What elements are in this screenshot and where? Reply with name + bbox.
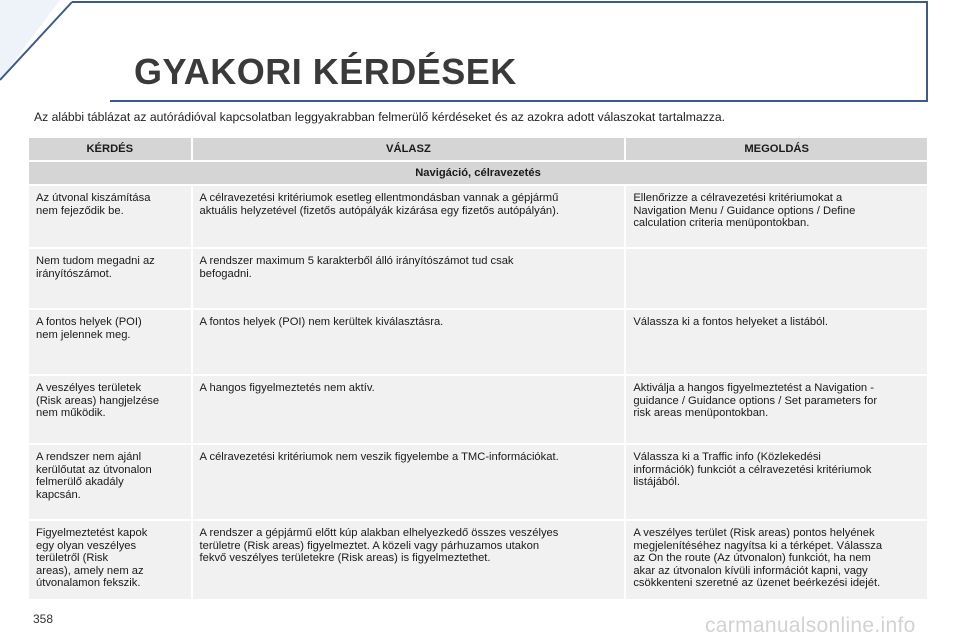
answer-cell: A rendszer maximum 5 karakterből álló irányítószámot tud csak befogadni. [193,249,627,310]
table-row [29,445,929,521]
solution-cell: Aktiválja a hangos figyelmeztetést a Navigation - guidance / Guidance options / Set parameters for risk areas menüpontokban. [626,376,929,445]
solution-cell: A veszélyes terület (Risk areas) pontos helyének megjelenítéséhez nagyítsa ki a térképet. Válassza az On the route (Az útvonalon) funkciót, ha nem akar az útvonalon kívüli információt kapni, vagy csökkenteni szeretné az üzenet beérkezési idejét. [626,521,929,601]
column-header-answer: VÁLASZ [193,138,627,162]
page-header [0,0,960,110]
header-corner-tab [0,0,60,80]
page-title: GYAKORI KÉRDÉSEK [134,51,517,92]
solution-cell: Válassza ki a fontos helyeket a listából. [626,310,929,376]
question-cell: Az útvonal kiszámítása nem fejeződik be. [29,186,193,249]
table-row [29,249,929,310]
answer-cell: A hangos figyelmeztetés nem aktív. [193,376,627,445]
answer-cell: A célravezetési kritériumok esetleg ellentmondásban vannak a gépjármű aktuális helyzetével (fizetős autópályák kizárása egy fizetős autópályán). [193,186,627,249]
intro-text: Az alábbi táblázat az autórádióval kapcsolatban leggyakrabban felmerülő kérdéseket és az azokra adott válaszokat tartalmazza. [34,110,726,124]
question-cell: A veszélyes területek (Risk areas) hangjelzése nem működik. [29,376,193,445]
table-row [29,310,929,376]
table-row [29,186,929,249]
table-row [29,521,929,601]
answer-cell: A célravezetési kritériumok nem veszik figyelembe a TMC-információkat. [193,445,627,521]
column-header-question: KÉRDÉS [29,138,193,162]
solution-cell: Válassza ki a Traffic info (Közlekedési információk) funkciót a célravezetési kritériumok listájából. [626,445,929,521]
section-title: Navigáció, célravezetés [29,162,929,186]
question-cell: A rendszer nem ajánl kerülőutat az útvonalon felmerülő akadály kapcsán. [29,445,193,521]
watermark: carmanualsonline.info [705,614,916,637]
question-cell: A fontos helyek (POI) nem jelennek meg. [29,310,193,376]
section-row [29,162,929,186]
answer-cell: A rendszer a gépjármű előtt kúp alakban elhelyezkedő összes veszélyes területre (Risk areas) figyelmeztet. A közeli vagy párhuzamos utakon fekvő veszélyes területekre (Risk areas) is figyelmeztethet. [193,521,627,601]
solution-cell [626,249,929,310]
question-cell: Nem tudom megadni az irányítószámot. [29,249,193,310]
column-header-solution: MEGOLDÁS [626,138,929,162]
table-row [29,376,929,445]
question-cell: Figyelmeztetést kapok egy olyan veszélyes területről (Risk areas), amely nem az útvonalamon fekszik. [29,521,193,601]
page-number: 358 [33,612,54,626]
table-header-row [29,138,929,162]
answer-cell: A fontos helyek (POI) nem kerültek kiválasztásra. [193,310,627,376]
solution-cell: Ellenőrizze a célravezetési kritériumokat a Navigation Menu / Guidance options / Define calculation criteria menüpontokban. [626,186,929,249]
faq-table [29,138,929,601]
